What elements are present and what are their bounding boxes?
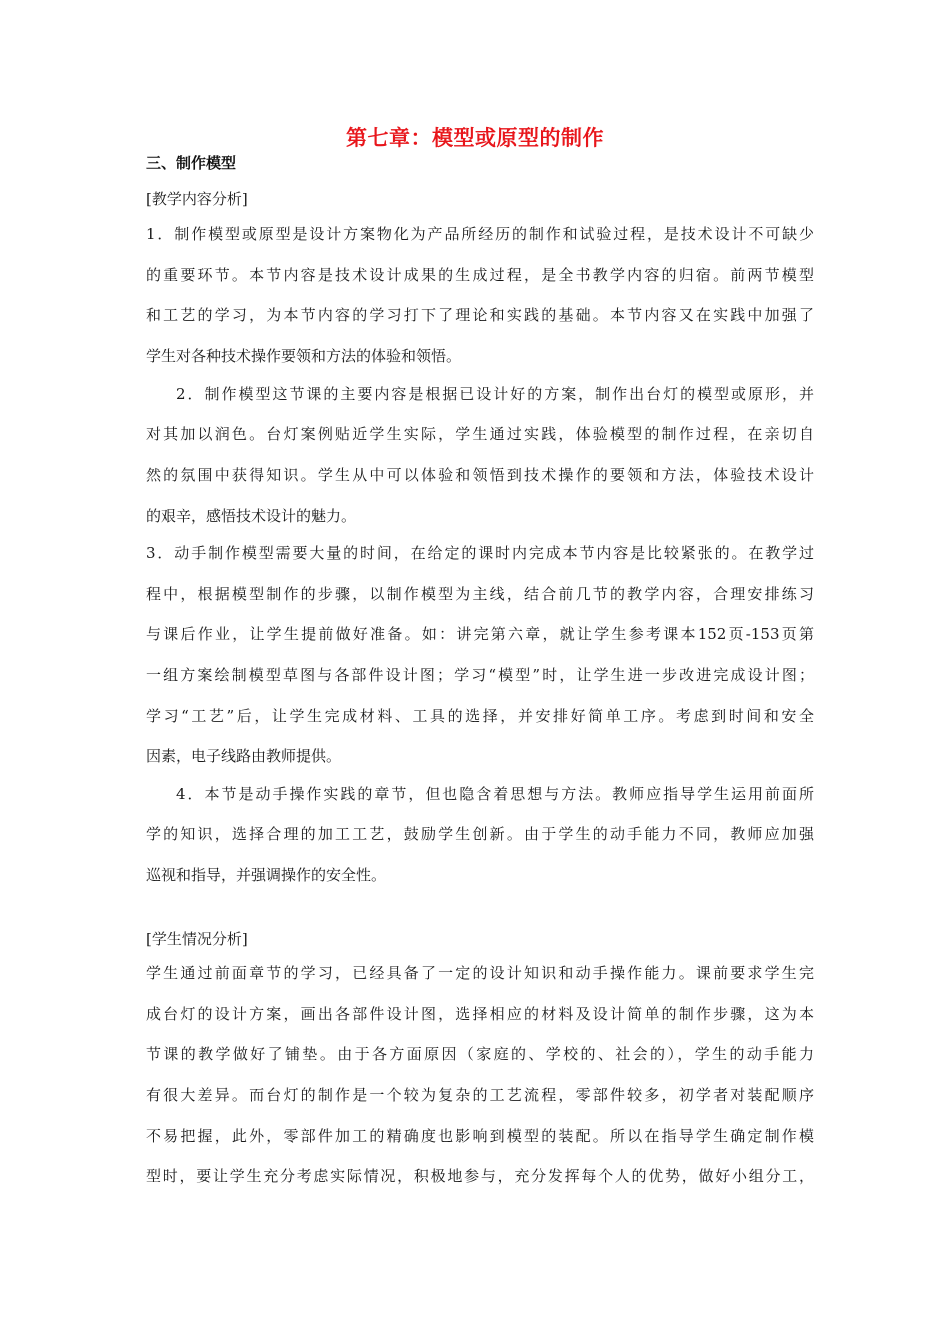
paragraph-line: 节课的教学做好了铺垫。由于各方面原因（家庭的、学校的、社会的），学生的动手能力 [146, 1045, 814, 1063]
paragraph-line: 程中，根据模型制作的步骤，以制作模型为主线，结合前几节的教学内容，合理安排练习 [146, 585, 814, 603]
paragraph-line: 一组方案绘制模型草图与各部件设计图；学习“模型”时，让学生进一步改进完成设计图； [146, 666, 814, 684]
student-analysis-heading: [学生情况分析] [146, 930, 248, 948]
paragraph-line: 型时，要让学生充分考虑实际情况，积极地参与，充分发挥每个人的优势，做好小组分工， [146, 1167, 814, 1185]
paragraph-line: 学生通过前面章节的学习，已经具备了一定的设计知识和动手操作能力。课前要求学生完 [146, 964, 814, 982]
paragraph-line: 3．动手制作模型需要大量的时间，在给定的课时内完成本节内容是比较紧张的。在教学过 [146, 544, 814, 562]
paragraph-line: 成台灯的设计方案，画出各部件设计图，选择相应的材料及设计简单的制作步骤，这为本 [146, 1005, 814, 1023]
paragraph-line: 的艰辛，感悟技术设计的魅力。 [146, 507, 357, 525]
teaching-analysis-heading: [教学内容分析] [146, 190, 248, 208]
paragraph-line: 学的知识，选择合理的加工工艺，鼓励学生创新。由于学生的动手能力不同，教师应加强 [146, 825, 814, 843]
paragraph-line: 学生对各种技术操作要领和方法的体验和领悟。 [146, 347, 462, 365]
paragraph-line: 学习“工艺”后，让学生完成材料、工具的选择，并安排好简单工序。考虑到时间和安全 [146, 707, 814, 725]
paragraph-line: 因素，电子线路由教师提供。 [146, 747, 342, 765]
paragraph-line: 有很大差异。而台灯的制作是一个较为复杂的工艺流程，零部件较多，初学者对装配顺序 [146, 1086, 814, 1104]
paragraph-line: 4．本节是动手操作实践的章节，但也隐含着思想与方法。教师应指导学生运用前面所 [176, 785, 814, 803]
paragraph-line: 2．制作模型这节课的主要内容是根据已设计好的方案，制作出台灯的模型或原形，并 [176, 385, 814, 403]
chapter-title: 第七章：模型或原型的制作 [346, 126, 604, 150]
paragraph-line: 的重要环节。本节内容是技术设计成果的生成过程，是全书教学内容的归宿。前两节模型 [146, 266, 814, 284]
paragraph-line: 1．制作模型或原型是设计方案物化为产品所经历的制作和试验过程，是技术设计不可缺少 [146, 225, 814, 243]
paragraph-line: 不易把握，此外，零部件加工的精确度也影响到模型的装配。所以在指导学生确定制作模 [146, 1127, 814, 1145]
paragraph-line: 然的氛围中获得知识。学生从中可以体验和领悟到技术操作的要领和方法，体验技术设计 [146, 466, 814, 484]
paragraph-line: 和工艺的学习，为本节内容的学习打下了理论和实践的基础。本节内容又在实践中加强了 [146, 306, 814, 324]
paragraph-line: 与课后作业，让学生提前做好准备。如：讲完第六章，就让学生参考课本152页-153页第 [146, 625, 814, 643]
paragraph-line: 对其加以润色。台灯案例贴近学生实际，学生通过实践，体验模型的制作过程，在亲切自 [146, 425, 814, 443]
section-heading: 三、制作模型 [146, 154, 237, 172]
paragraph-line: 巡视和指导，并强调操作的安全性。 [146, 866, 387, 884]
